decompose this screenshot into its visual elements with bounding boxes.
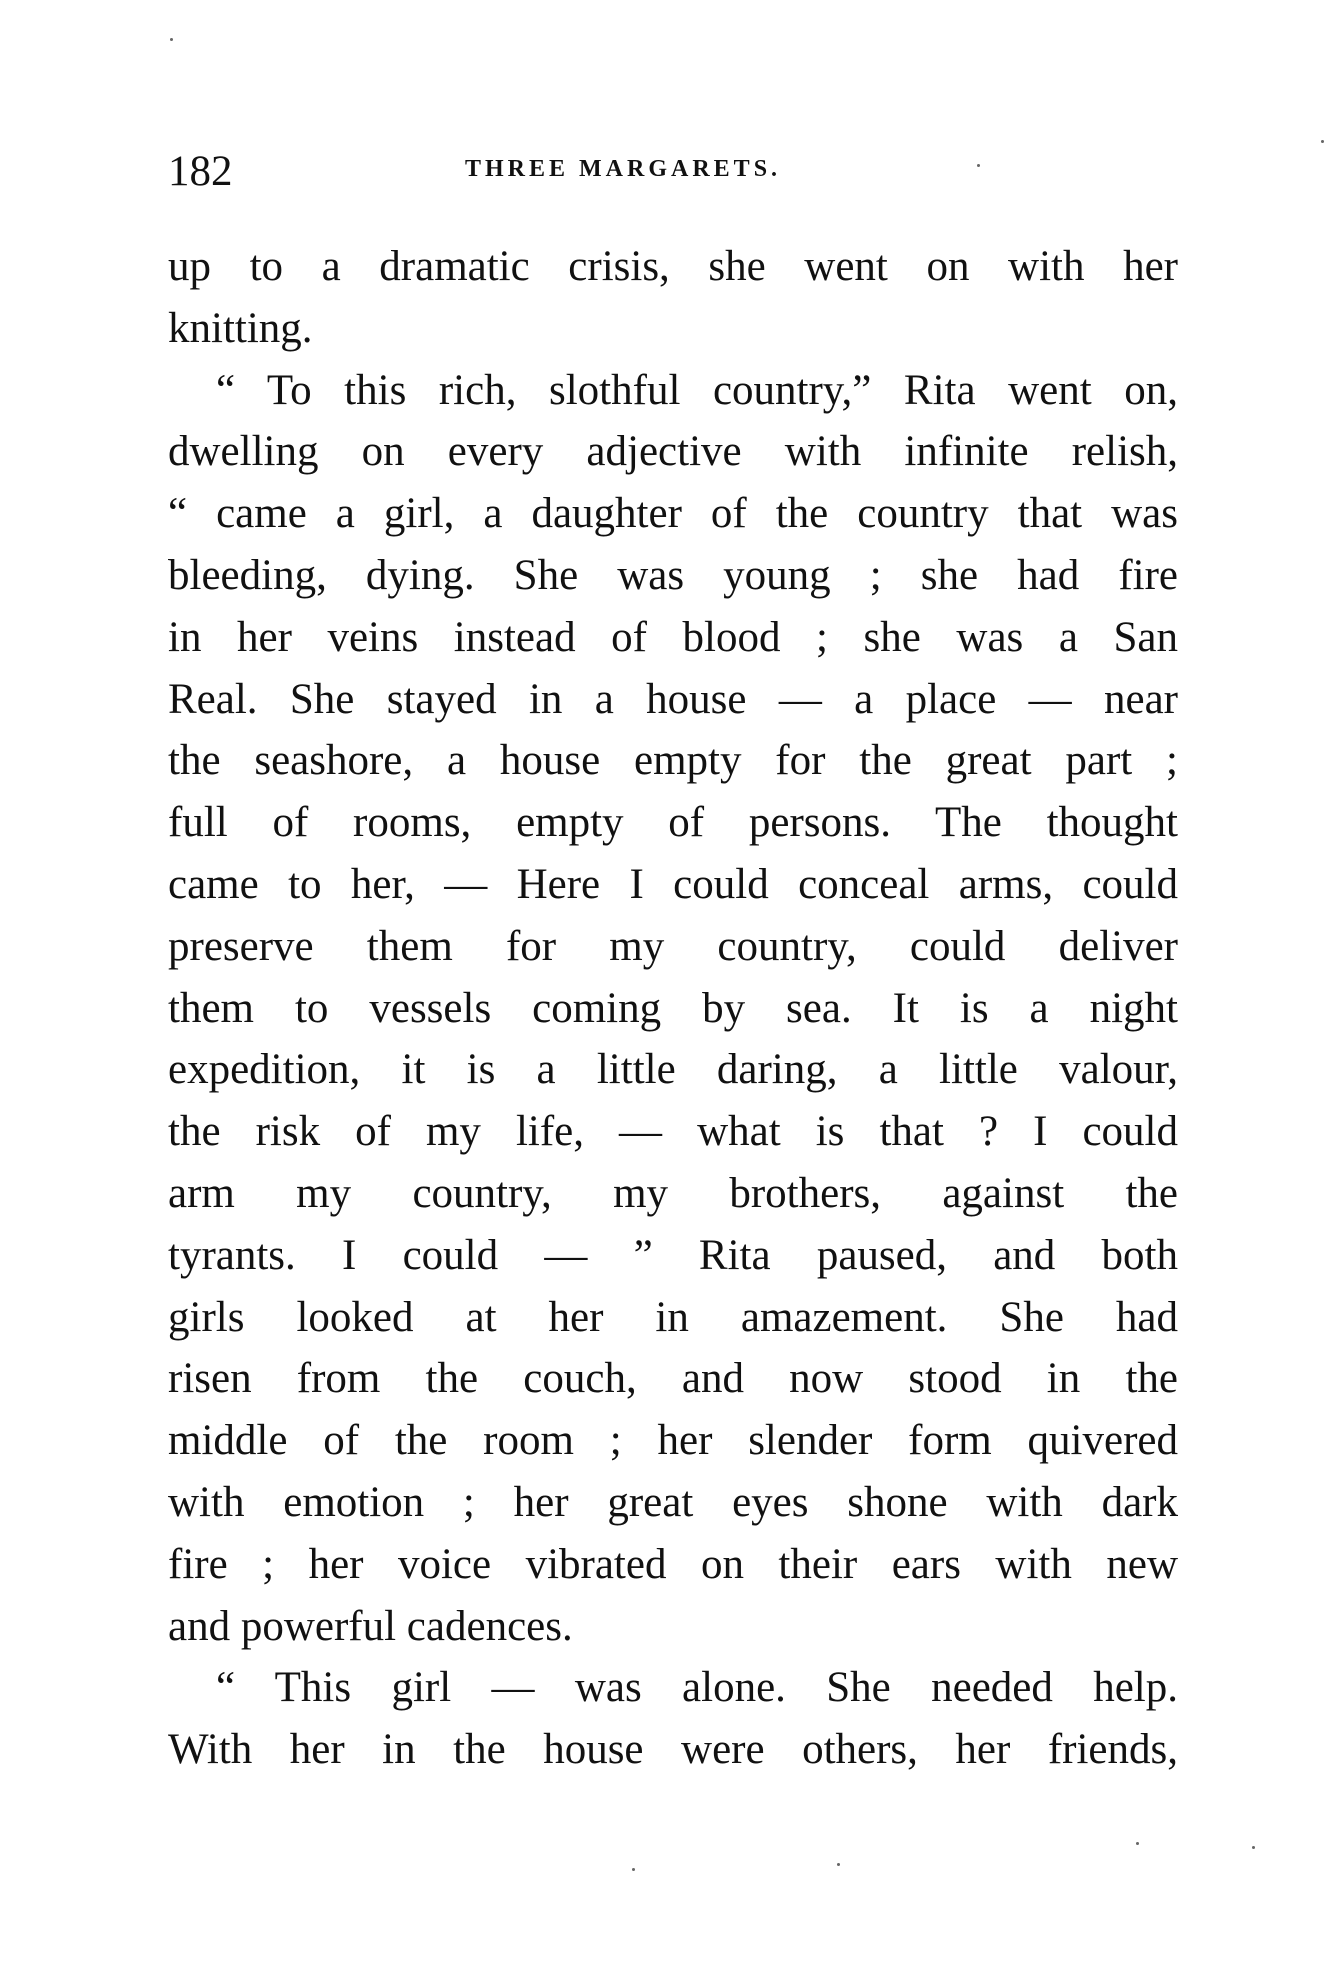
text-line: and powerful cadences. (168, 1602, 573, 1650)
text-line: “ To this rich, slothful country,” Rita went on, (216, 366, 1178, 414)
text-line: them to vessels coming by sea. It is a night (168, 984, 1178, 1032)
paper-speck (977, 164, 980, 167)
text-line: “ This girl — was alone. She needed help. (216, 1664, 1178, 1712)
text-line: the risk of my life, — what is that ? I could (168, 1108, 1178, 1156)
paper-speck (632, 1868, 635, 1871)
paper-speck (1136, 1842, 1139, 1845)
paper-speck (1252, 1846, 1255, 1849)
text-line: risen from the couch, and now stood in the (168, 1355, 1178, 1403)
text-line: full of rooms, empty of persons. The thought (168, 799, 1178, 847)
text-line: up to a dramatic crisis, she went on with her (168, 243, 1178, 290)
paper-speck (837, 1863, 840, 1866)
text-line: With her in the house were others, her friends, (168, 1726, 1178, 1774)
text-line: bleeding, dying. She was young ; she had fire (168, 551, 1178, 599)
text-line: arm my country, my brothers, against the (168, 1169, 1178, 1217)
text-line: Real. She stayed in a house — a place — near (168, 675, 1178, 723)
text-line: fire ; her voice vibrated on their ears with new (168, 1540, 1178, 1588)
paper-speck (170, 38, 173, 41)
page-header (168, 147, 1178, 193)
text-line: preserve them for my country, could deliver (168, 922, 1178, 970)
text-line: expedition, it is a little daring, a little valour, (168, 1046, 1178, 1094)
text-line: the seashore, a house empty for the great part ; (168, 737, 1178, 785)
page-number: 182 (168, 148, 233, 195)
running-title: THREE MARGARETS. (465, 156, 782, 182)
text-line: middle of the room ; her slender form quivered (168, 1417, 1178, 1465)
text-line: with emotion ; her great eyes shone with dark (168, 1478, 1178, 1526)
paper-speck (1321, 140, 1324, 143)
body-text (168, 236, 1178, 1781)
text-line: “ came a girl, a daughter of the country that was (168, 490, 1178, 538)
text-line: tyrants. I could — ” Rita paused, and both (168, 1231, 1178, 1279)
text-line: girls looked at her in amazement. She had (168, 1293, 1178, 1341)
text-line: came to her, — Here I could conceal arms, could (168, 860, 1178, 908)
text-line: in her veins instead of blood ; she was a San (168, 613, 1178, 661)
text-line: knitting. (168, 304, 313, 352)
text-line: dwelling on every adjective with infinite relish, (168, 428, 1178, 476)
